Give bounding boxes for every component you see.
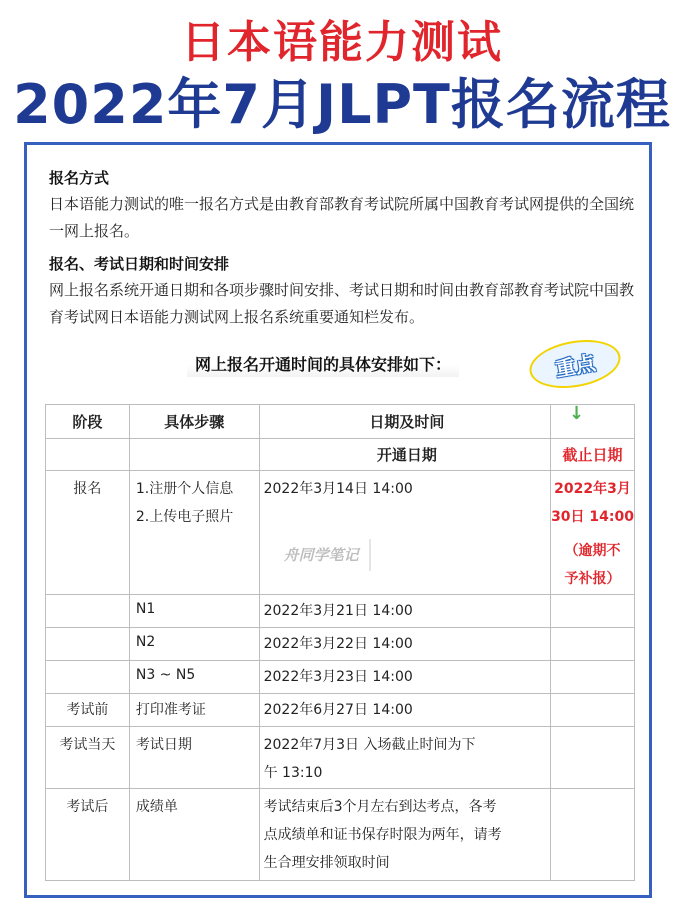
open-line: 生合理安排领取时间 [263,855,390,871]
header-open-date: 开通日期 [259,439,550,471]
cell-open: 2022年6月27日 14:00 [259,694,550,727]
cell-deadline [551,661,635,694]
section1-heading: 报名方式 [49,169,110,187]
cell-open: 2022年3月21日 14:00 [259,595,550,628]
watermark: 舟同学笔记 [274,539,371,571]
cell-deadline [551,628,635,661]
table-row [46,471,635,595]
title-line1: 日本语能力测试 [181,17,503,68]
cell-steps: 成绩单 [129,789,259,881]
table-row [46,661,635,694]
arrow-down-icon: ↓ [569,403,585,424]
section2-text: 网上报名系统开通日期和各项步骤时间安排、考试日期和时间由教育部教育考试院中国教育考试网日本语能力测试网上报名系统重要通知栏发布。 [49,281,635,326]
header-steps: 具体步骤 [129,405,259,439]
open-line: 考试结束后3个月左右到达考点，各考 [263,799,497,815]
header-arrow-cell [551,405,635,439]
open-line: 午 13:10 [263,765,323,781]
step-line: 2.上传电子照片 [135,509,234,525]
deadline-line: 30日 14:00 [551,509,634,525]
subheader-empty1 [46,439,130,471]
cell-stage: 考试前 [46,694,130,727]
cell-stage: 考试后 [46,789,130,881]
title-line2: 2022年7月JLPT报名流程 [13,73,671,136]
table-subheader-row [46,439,635,471]
cell-open [259,789,550,881]
deadline-note-line: （逾期不 [564,543,621,559]
cell-stage: 考试当天 [46,727,130,789]
header-stage: 阶段 [46,405,130,439]
cell-open: 2022年3月22日 14:00 [259,628,550,661]
step-line: 1.注册个人信息 [135,481,234,497]
cell-steps [129,471,259,595]
cell-stage [46,661,130,694]
section2-heading: 报名、考试日期和时间安排 [49,255,230,273]
cell-deadline [551,471,635,595]
cell-deadline [551,727,635,789]
open-line: 点成绩单和证书保存时限为两年，请考 [263,827,502,843]
table-row [46,694,635,727]
table-row [46,789,635,881]
cell-steps: 打印准考证 [129,694,259,727]
cell-steps: N2 [129,628,259,661]
open-line: 2022年7月3日 入场截止时间为下 [263,737,476,753]
schedule-table [45,404,635,881]
table-header-row [46,405,635,439]
header-deadline: 截止日期 [551,439,635,471]
table-row [46,727,635,789]
cell-stage [46,595,130,628]
section1-text: 日本语能力测试的唯一报名方式是由教育部教育考试院所属中国教育考试网提供的全国统一网上报名。 [49,195,635,240]
content-frame [24,142,652,898]
cell-deadline [551,789,635,881]
header-datetime: 日期及时间 [259,405,550,439]
table-row [46,628,635,661]
cell-deadline [551,595,635,628]
cell-open: 2022年3月23日 14:00 [259,661,550,694]
key-point-badge: 重点 [526,333,625,394]
subheader-empty2 [129,439,259,471]
cell-stage: 报名 [46,471,130,595]
table-row [46,595,635,628]
open-date-text: 2022年3月14日 14:00 [263,481,413,497]
cell-steps: N1 [129,595,259,628]
cell-open [259,727,550,789]
cell-steps: 考试日期 [129,727,259,789]
cell-stage [46,628,130,661]
deadline-line: 2022年3月 [554,481,631,497]
cell-deadline [551,694,635,727]
schedule-heading: 网上报名开通时间的具体安排如下： [187,350,459,377]
cell-steps: N3 ~ N5 [129,661,259,694]
deadline-note-line: 予补报） [564,571,621,587]
cell-open [259,471,550,595]
